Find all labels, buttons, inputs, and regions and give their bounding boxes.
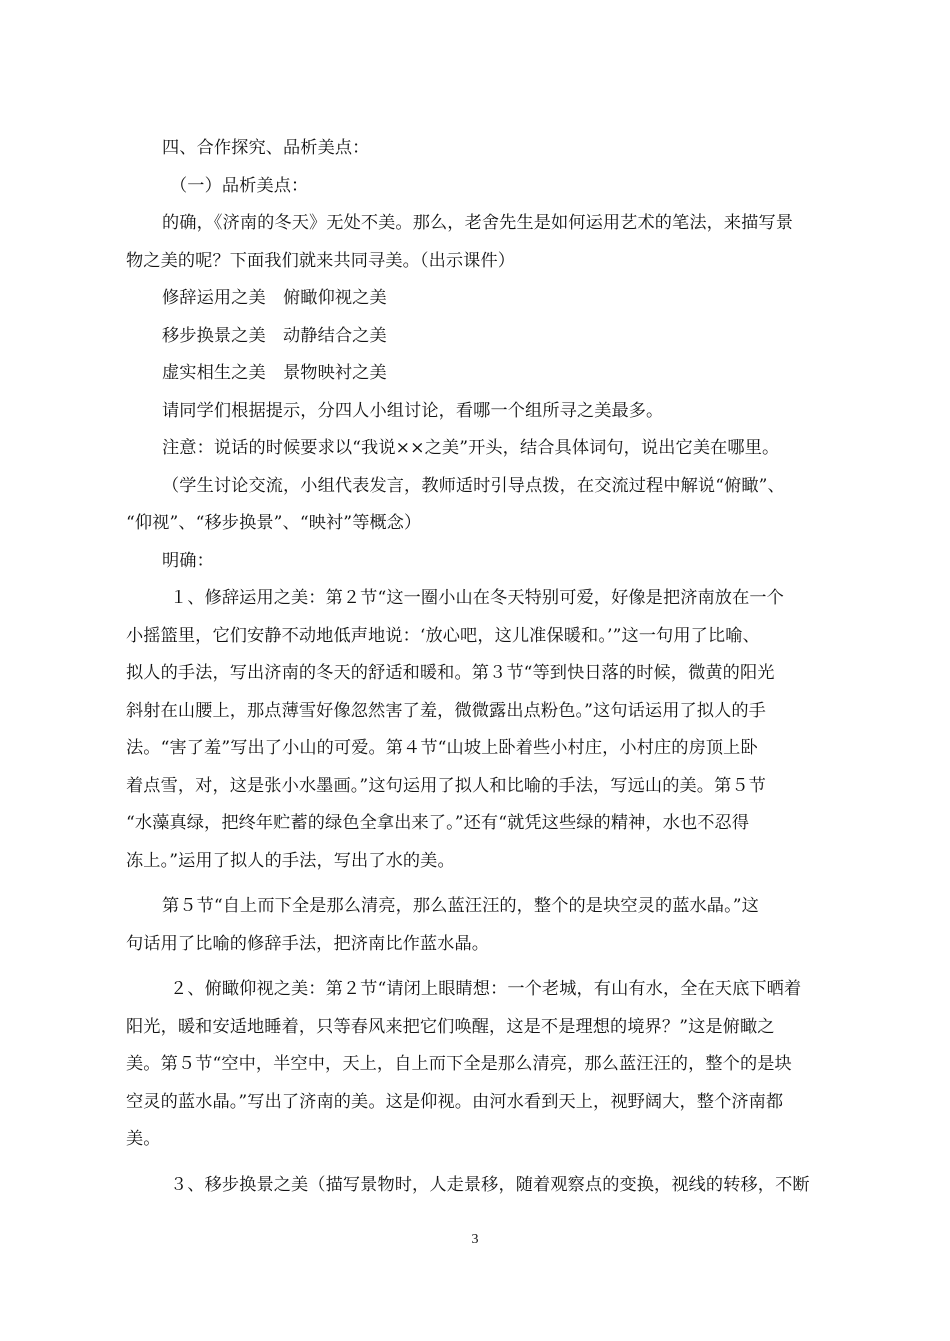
- document-body: [126, 130, 832, 1204]
- paragraph-line: １、修辞运用之美：第２节“这一圈小山在冬天特别可爱，好像是把济南放在一个: [170, 588, 784, 608]
- paragraph-line: 物之美的呢？下面我们就来共同寻美。（出示课件）: [126, 250, 516, 271]
- paragraph-line: 空灵的蓝水晶。”写出了济南的美。这是仰视。由河水看到天上，视野阔大，整个济南都: [126, 1091, 784, 1112]
- list-line: 修辞运用之美 俯瞰仰视之美: [162, 288, 387, 308]
- subsection-heading: （一）品析美点：: [170, 175, 309, 196]
- paragraph-line: 美。: [126, 1129, 161, 1149]
- paragraph-line: 法。“害了羞”写出了小山的可爱。第４节“山坡上卧着些小村庄，小村庄的房顶上卧: [126, 738, 758, 758]
- paragraph-line: 美。第５节“空中，半空中，天上，自上而下全是那么清亮，那么蓝汪汪的，整个的是块: [126, 1054, 792, 1074]
- section-heading: 四、合作探究、品析美点：: [162, 138, 370, 158]
- paragraph-line: ２、俯瞰仰视之美：第２节“请闭上眼睛想：一个老城，有山有水，全在天底下晒着: [170, 979, 802, 999]
- paragraph-line: 小摇篮里，它们安静不动地低声地说：‘放心吧，这儿准保暖和。’”这一句用了比喻、: [126, 625, 760, 646]
- paragraph-line: 的确，《济南的冬天》无处不美。那么，老舍先生是如何运用艺术的笔法，来描写景: [162, 213, 794, 233]
- list-line: 虚实相生之美 景物映衬之美: [162, 363, 387, 383]
- paragraph-line: 注意：说话的时候要求以“我说××之美”开头，结合具体词句，说出它美在哪里。: [162, 438, 780, 458]
- list-line: 移步换景之美 动静结合之美: [162, 325, 387, 346]
- spacer: [126, 963, 832, 971]
- paragraph-line: “水藻真绿，把终年贮蓄的绿色全拿出来了。”还有“就凭这些绿的精神，水也不忍得: [126, 813, 750, 833]
- paragraph-line: 明确：: [162, 550, 214, 571]
- paragraph-line: 第５节“自上而下全是那么清亮，那么蓝汪汪的，整个的是块空灵的蓝水晶。”这: [162, 896, 759, 916]
- paragraph-line: 斜射在山腰上，那点薄雪好像忽然害了羞，微微露出点粉色。”这句话运用了拟人的手: [126, 700, 766, 721]
- page-number: 3: [471, 1232, 479, 1247]
- paragraph-line: 着点雪，对，这是张小水墨画。”这句运用了拟人和比喻的手法，写远山的美。第５节: [126, 775, 766, 796]
- spacer: [126, 1159, 832, 1167]
- paragraph-line: 句话用了比喻的修辞手法，把济南比作蓝水晶。: [126, 933, 490, 954]
- spacer: [126, 880, 832, 888]
- paragraph-line: “仰视”、“移步换景”、“映衬”等概念）: [126, 513, 422, 533]
- paragraph-line: 请同学们根据提示，分四人小组讨论，看哪一个组所寻之美最多。: [162, 400, 664, 421]
- paragraph-line: 拟人的手法，写出济南的冬天的舒适和暖和。第３节“等到快日落的时候，微黄的阳光: [126, 663, 775, 683]
- paragraph-line: 阳光，暖和安适地睡着，只等春风来把它们唤醒，这是不是理想的境界？”这是俯瞰之: [126, 1016, 775, 1037]
- paragraph-line: （学生讨论交流，小组代表发言，教师适时引导点拨，在交流过程中解说“俯瞰”、: [162, 475, 785, 496]
- paragraph-line: ３、移步换景之美（描写景物时，人走景移，随着观察点的变换，视线的转移，不断: [170, 1174, 810, 1195]
- paragraph-line: 冻上。”运用了拟人的手法，写出了水的美。: [126, 850, 455, 871]
